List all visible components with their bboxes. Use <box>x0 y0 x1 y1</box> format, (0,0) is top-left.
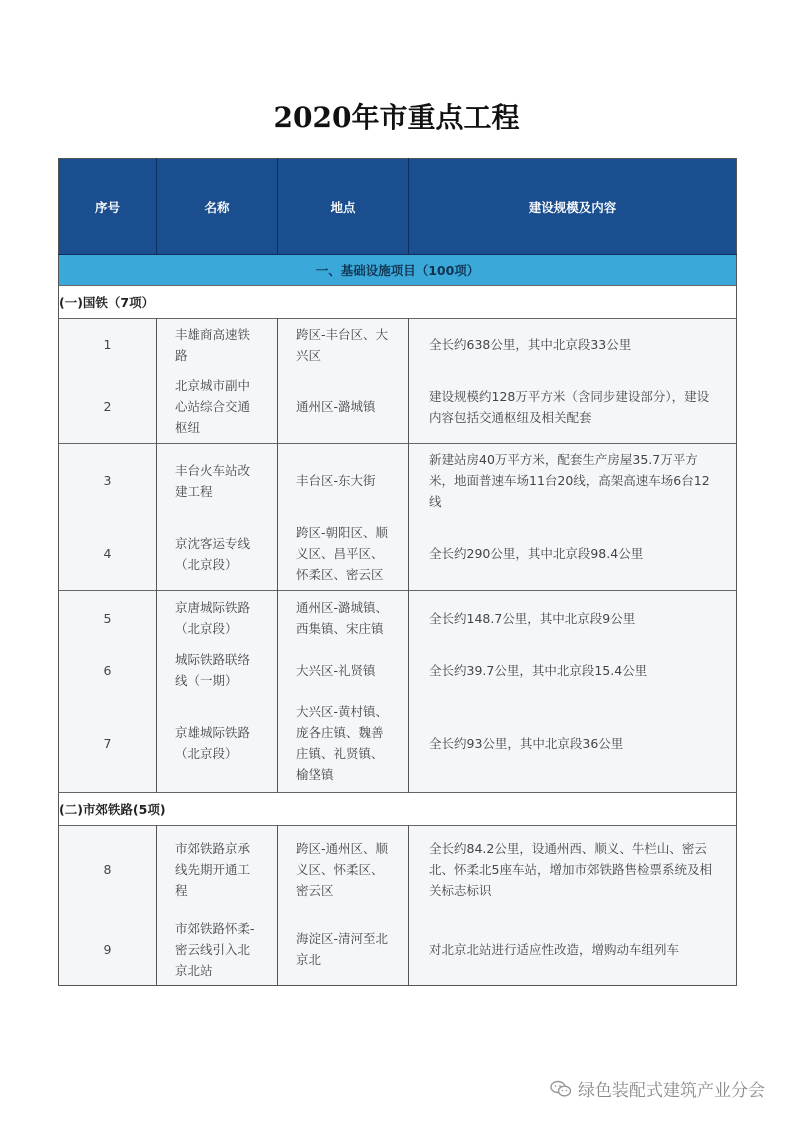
row-location: 跨区-朝阳区、顺义区、昌平区、怀柔区、密云区 <box>278 518 409 591</box>
section-label: (一)国铁（7项） <box>59 286 737 319</box>
row-name: 丰雄商高速铁路 <box>157 319 278 371</box>
row-no: 8 <box>59 826 157 914</box>
header-content: 建设规模及内容 <box>409 159 737 255</box>
row-no: 4 <box>59 518 157 591</box>
row-content: 全长约39.7公里，其中北京段15.4公里 <box>409 646 737 695</box>
row-name: 丰台火车站改建工程 <box>157 444 278 518</box>
row-content: 全长约638公里，其中北京段33公里 <box>409 319 737 371</box>
row-name: 京唐城际铁路（北京段） <box>157 591 278 646</box>
row-no: 5 <box>59 591 157 646</box>
section-row <box>59 793 737 826</box>
row-content: 建设规模约128万平方米（含同步建设部分），建设内容包括交通枢纽及相关配套 <box>409 371 737 444</box>
row-name: 市郊铁路怀柔-密云线引入北京北站 <box>157 914 278 986</box>
table-row <box>59 826 737 914</box>
watermark-text: 绿色装配式建筑产业分会 <box>578 1081 765 1101</box>
table-row <box>59 914 737 986</box>
row-content: 全长约290公里，其中北京段98.4公里 <box>409 518 737 591</box>
row-no: 3 <box>59 444 157 518</box>
category-row <box>59 255 737 286</box>
page-title: 2020年市重点工程 <box>273 101 520 134</box>
row-content: 全长约93公里，其中北京段36公里 <box>409 695 737 793</box>
row-content: 新建站房40万平方米，配套生产房屋35.7万平方米，地面普速车场11台20线，高架高速车场6台12线 <box>409 444 737 518</box>
table-row <box>59 591 737 646</box>
row-no: 9 <box>59 914 157 986</box>
table-row <box>59 695 737 793</box>
row-location: 海淀区-清河至北京北 <box>278 914 409 986</box>
row-content: 全长约148.7公里，其中北京段9公里 <box>409 591 737 646</box>
row-name: 京沈客运专线（北京段） <box>157 518 278 591</box>
row-content: 全长约84.2公里，设通州西、顺义、牛栏山、密云北、怀柔北5座车站，增加市郊铁路售检票系统及相关标志标识 <box>409 826 737 914</box>
row-name: 市郊铁路京承线先期开通工程 <box>157 826 278 914</box>
row-no: 6 <box>59 646 157 695</box>
row-no: 7 <box>59 695 157 793</box>
row-name: 城际铁路联络线（一期） <box>157 646 278 695</box>
row-content: 对北京北站进行适应性改造，增购动车组列车 <box>409 914 737 986</box>
row-location: 大兴区-礼贤镇 <box>278 646 409 695</box>
projects-table <box>58 158 737 986</box>
row-location: 大兴区-黄村镇、庞各庄镇、魏善庄镇、礼贤镇、榆垡镇 <box>278 695 409 793</box>
table-row <box>59 444 737 518</box>
row-name: 北京城市副中心站综合交通枢纽 <box>157 371 278 444</box>
section-label: (二)市郊铁路(5项) <box>59 793 737 826</box>
table-row <box>59 319 737 371</box>
table-row <box>59 518 737 591</box>
row-no: 2 <box>59 371 157 444</box>
section-row <box>59 286 737 319</box>
table-row <box>59 646 737 695</box>
row-name: 京雄城际铁路（北京段） <box>157 695 278 793</box>
header-name: 名称 <box>157 159 278 255</box>
watermark <box>550 1076 765 1101</box>
table-header <box>59 159 737 255</box>
table-row <box>59 371 737 444</box>
wechat-icon <box>550 1080 572 1098</box>
row-location: 通州区-潞城镇 <box>278 371 409 444</box>
row-location: 通州区-潞城镇、西集镇、宋庄镇 <box>278 591 409 646</box>
row-location: 跨区-通州区、顺义区、怀柔区、密云区 <box>278 826 409 914</box>
header-no: 序号 <box>59 159 157 255</box>
category-label: 一、基础设施项目（100项） <box>59 255 737 286</box>
row-location: 跨区-丰台区、大兴区 <box>278 319 409 371</box>
row-no: 1 <box>59 319 157 371</box>
header-location: 地点 <box>278 159 409 255</box>
row-location: 丰台区-东大街 <box>278 444 409 518</box>
